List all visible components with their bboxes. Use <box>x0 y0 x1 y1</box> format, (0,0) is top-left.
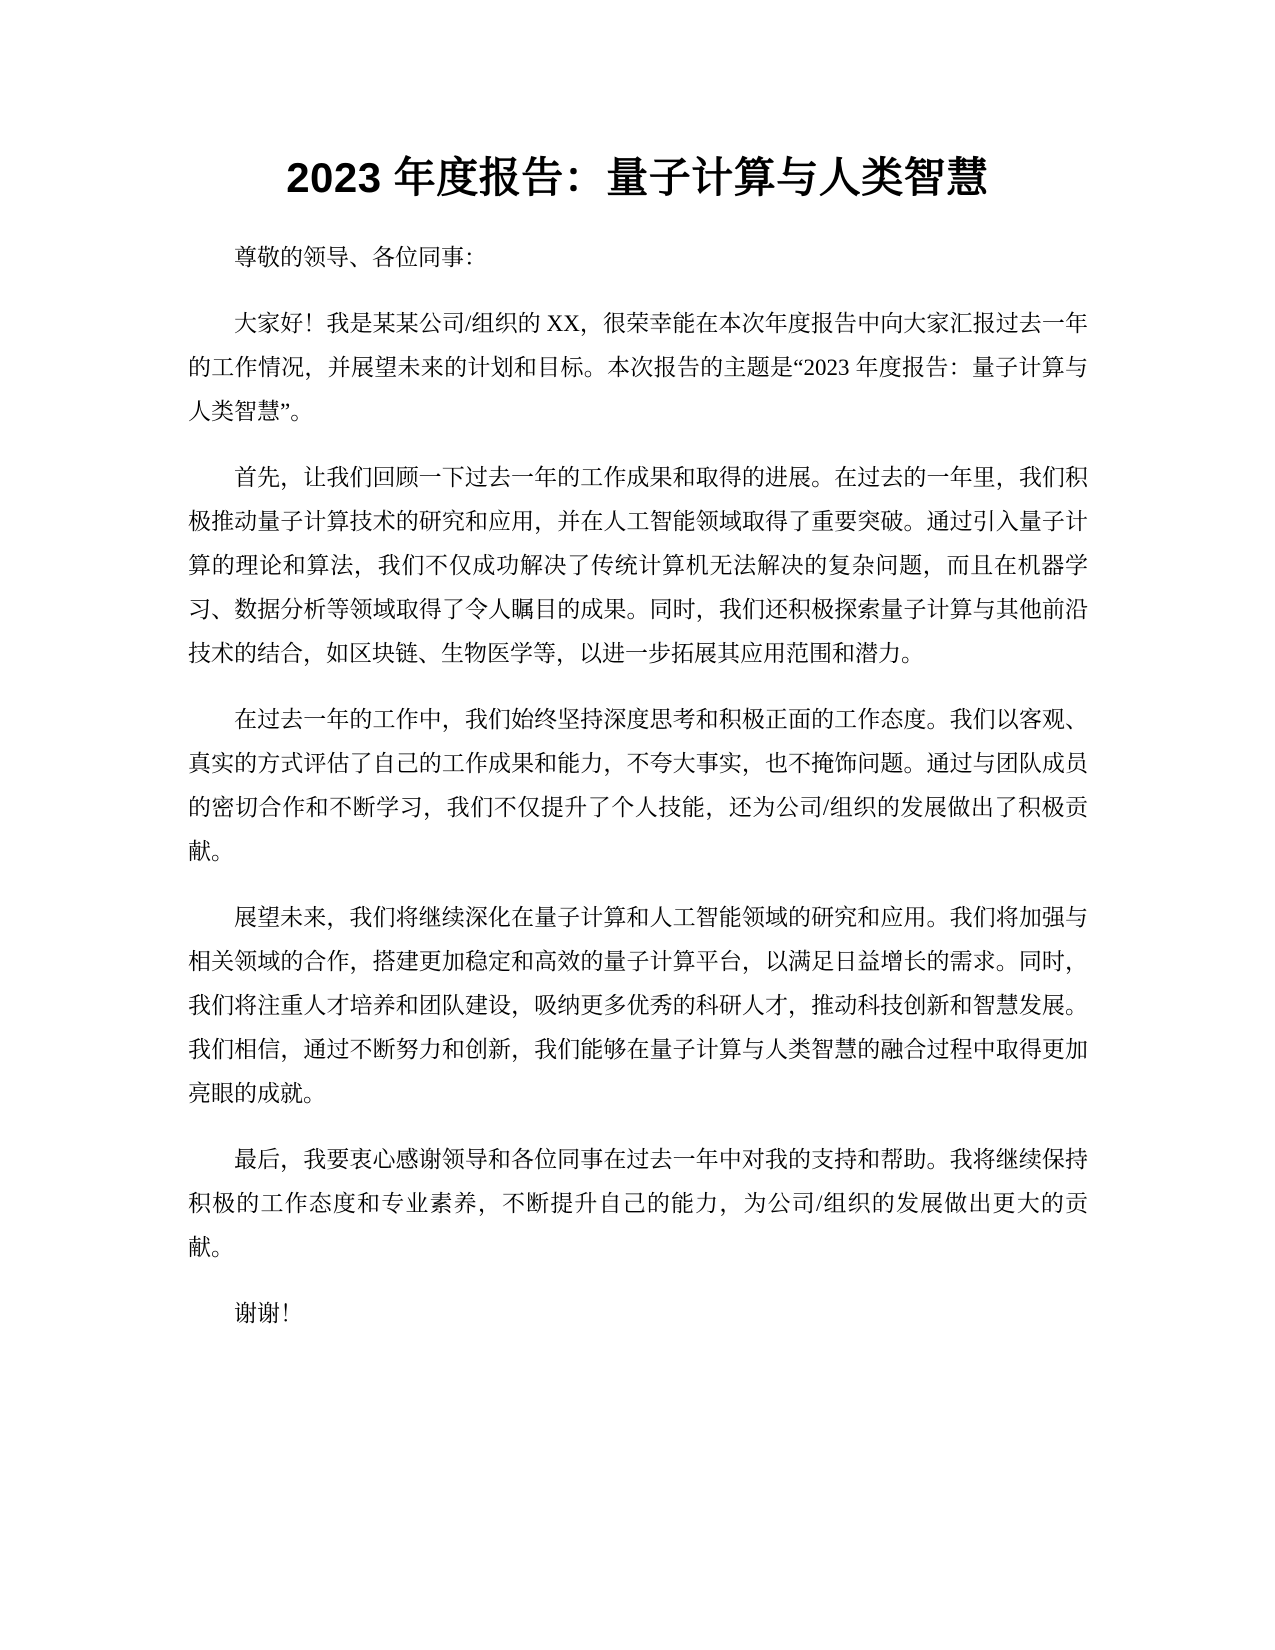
closing-paragraph: 谢谢！ <box>234 1301 303 1326</box>
attitude-paragraph: 在过去一年的工作中，我们始终坚持深度思考和积极正面的工作态度。我们以客观、真实的方式评估了自己的工作成果和能力，不夸大事实，也不掩饰问题。通过与团队成员的密切合作和不断学习，我们不仅提升了个人技能，还为公司/组织的发展做出了积极贡献。 <box>188 707 1088 864</box>
outlook-paragraph: 展望未来，我们将继续深化在量子计算和人工智能领域的研究和应用。我们将加强与相关领域的合作，搭建更加稳定和高效的量子计算平台，以满足日益增长的需求。同时，我们将注重人才培养和团队建设，吸纳更多优秀的科研人才，推动科技创新和智慧发展。我们相信，通过不断努力和创新，我们能够在量子计算与人类智慧的融合过程中取得更加亮眼的成就。 <box>188 905 1088 1106</box>
thanks-paragraph: 最后，我要衷心感谢领导和各位同事在过去一年中对我的支持和帮助。我将继续保持积极的工作态度和专业素养，不断提升自己的能力，为公司/组织的发展做出更大的贡献。 <box>188 1147 1088 1260</box>
intro-paragraph: 大家好！我是某某公司/组织的 XX，很荣幸能在本次年度报告中向大家汇报过去一年的工作情况，并展望未来的计划和目标。本次报告的主题是“2023 年度报告：量子计算与人类智慧”。 <box>188 311 1088 424</box>
document-title: 2023 年度报告：量子计算与人类智慧 <box>286 154 989 201</box>
document-body <box>188 236 1088 1358</box>
review-paragraph: 首先，让我们回顾一下过去一年的工作成果和取得的进展。在过去的一年里，我们积极推动量子计算技术的研究和应用，并在人工智能领域取得了重要突破。通过引入量子计算的理论和算法，我们不仅成功解决了传统计算机无法解决的复杂问题，而且在机器学习、数据分析等领域取得了令人瞩目的成果。同时，我们还积极探索量子计算与其他前沿技术的结合，如区块链、生物医学等，以进一步拓展其应用范围和潜力。 <box>188 465 1088 666</box>
salutation-paragraph: 尊敬的领导、各位同事： <box>234 245 487 270</box>
